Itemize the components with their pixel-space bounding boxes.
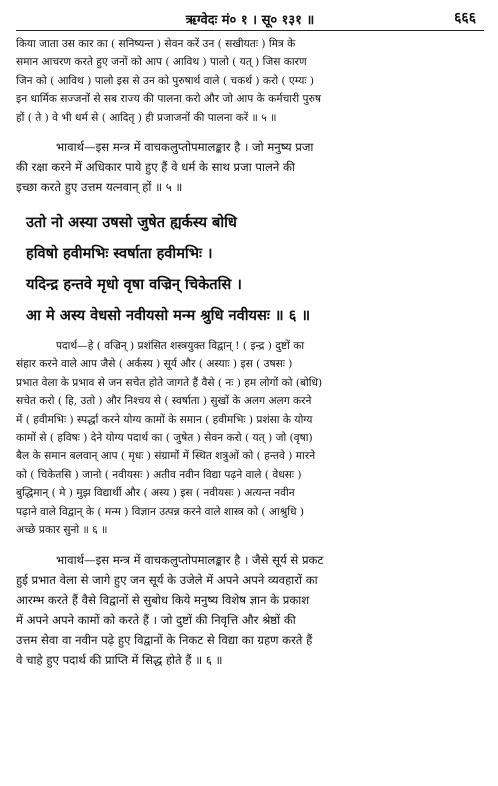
text-line: में अपने अपने कामों को करते हैं । जो दुष्टों की निवृत्ति और श्रेष्ठों की	[16, 612, 296, 627]
text-line: हों ( ते ) वे भी धर्म से ( आदितृ ) ही प्रजाजनों की पालना करें ॥ ५ ॥	[16, 111, 277, 124]
text-line: सचेत करो ( हि, उतो ) और निश्चय से ( स्वर्षाता ) सुखों के अलग अलग करने	[16, 395, 312, 408]
text-line: की रक्षा करने में अधिकार पाये हुए हैं वे धर्म के साथ प्रजा पालने की	[16, 160, 295, 175]
text-line: वे चाहे हुए पदार्थ की प्राप्ति में सिद्ध होते हैं ॥ ६ ॥	[16, 652, 223, 667]
running-head: ऋग्वेदः मं० १ । सू० १३१ ॥	[185, 13, 315, 28]
verse-line: उतो नो अस्या उषसो जुषेत ह्यर्कस्य बोधि	[26, 214, 237, 232]
page-number: ६६६	[454, 10, 476, 26]
verse-line: यदिन्द्र हन्तवे मृधो वृषा वज्रिन् चिकेतसि ।	[26, 276, 242, 294]
text-line: को ( चिकेतसि ) जानो ( नवीयसः ) अतीव नवीन विद्या पढ़ने वाले ( वेधसः )	[16, 468, 302, 481]
text-line: भावार्थ—इस मन्त्र में वाचकलुप्तोपमालङ्कार है । जैसे सूर्य से प्रकट	[56, 552, 324, 567]
continued-padarth	[16, 35, 484, 127]
bhavarth-6	[16, 550, 484, 670]
text-line: इच्छा करते हुए उत्तम यत्नवान् हों ॥ ५ ॥	[16, 180, 183, 195]
text-line: प्रभात वेला के प्रभाव से जन सचेत होते जागते हैं वैसे ( नः ) हम लोगों को (बोधि)	[16, 376, 323, 389]
text-line: जिन को ( आविथ ) पालो इस से उन को पुरुषार्थ वाले ( चकर्थ ) करो ( एम्यः )	[16, 74, 315, 87]
text-line: आरम्भ करते हैं वैसे विद्वानों से सुबोध किये मनुष्य विशेष ज्ञान के प्रकाश	[16, 592, 310, 607]
text-line: पदार्थ—हे ( वज्रिन् ) प्रशंसित शस्त्रयुक्त विद्वान् ! ( इन्द्र ) दुष्टों का	[56, 340, 305, 353]
mantra-verse	[16, 207, 484, 331]
text-line: किया जाता उस कार का ( सनिष्यन्त ) सेवन करें उन ( सखीयतः ) मित्र के	[16, 38, 296, 50]
text-line: में ( हवीमभिः ) स्पर्द्धा करने योग्य कामों के समान ( हवीमभिः ) प्रशंसा के योग्य	[16, 413, 313, 426]
verse-line: हविषो हवीमभिः स्वर्षाता हवीमभिः ।	[26, 245, 213, 263]
text-line: समान आचरण करते हुए जनों को आप ( आविथ ) पालो ( यत् ) जिस कारण	[16, 56, 307, 69]
page-header	[16, 8, 484, 28]
text-line: बुद्धिमान् ( मे ) मुझ विद्यार्थी और ( अस्य ) इस ( नवीयसः ) अत्यन्त नवीन	[16, 487, 295, 500]
text-line: बैल के समान बलवान् आप ( मृधः ) संग्रामों में स्थित शत्रुओं को ( हन्तवे ) मारने	[16, 450, 316, 463]
text-line: अच्छे प्रकार सुनो ॥ ६ ॥	[16, 524, 108, 537]
header-rule	[16, 30, 484, 31]
bhavarth-5	[16, 137, 484, 197]
verse-line: आ मे अस्य वेधसो नवीयसो मन्म श्रुधि नवीयसः ॥ ६ ॥	[26, 307, 311, 325]
text-line: हुई प्रभात वेला से जागे हुए जन सूर्य के उजेले में अपने अपने व्यवहारों का	[16, 572, 318, 587]
text-line: कामों से ( हविषः ) देने योग्य पदार्थ का ( जुषेत ) सेवन करो ( यत् ) जो (वृषा)	[16, 432, 313, 445]
text-line: भावार्थ—इस मन्त्र में वाचकलुप्तोपमालङ्कार है । जो मनुष्य प्रजा	[56, 140, 314, 155]
text-line: पढ़ाने वाले विद्वान् के ( मन्म ) विज्ञान उत्पन्न करने वाले शास्त्र को ( आश्रुधि )	[16, 505, 304, 518]
text-line: इन धार्मिक सज्जनों से सब राज्य की पालना करो और जो आप के कर्मचारी पुरुष	[16, 93, 321, 106]
padarth-6	[16, 337, 484, 539]
text-line: संहार करने वाले आप जैसे ( अर्कस्य ) सूर्य और ( अस्याः ) इस ( उषसः )	[16, 358, 293, 371]
text-line: उत्तम सेवा वा नवीन पढ़े हुए विद्वानों के निकट से विद्या का ग्रहण करते हैं	[16, 632, 313, 647]
